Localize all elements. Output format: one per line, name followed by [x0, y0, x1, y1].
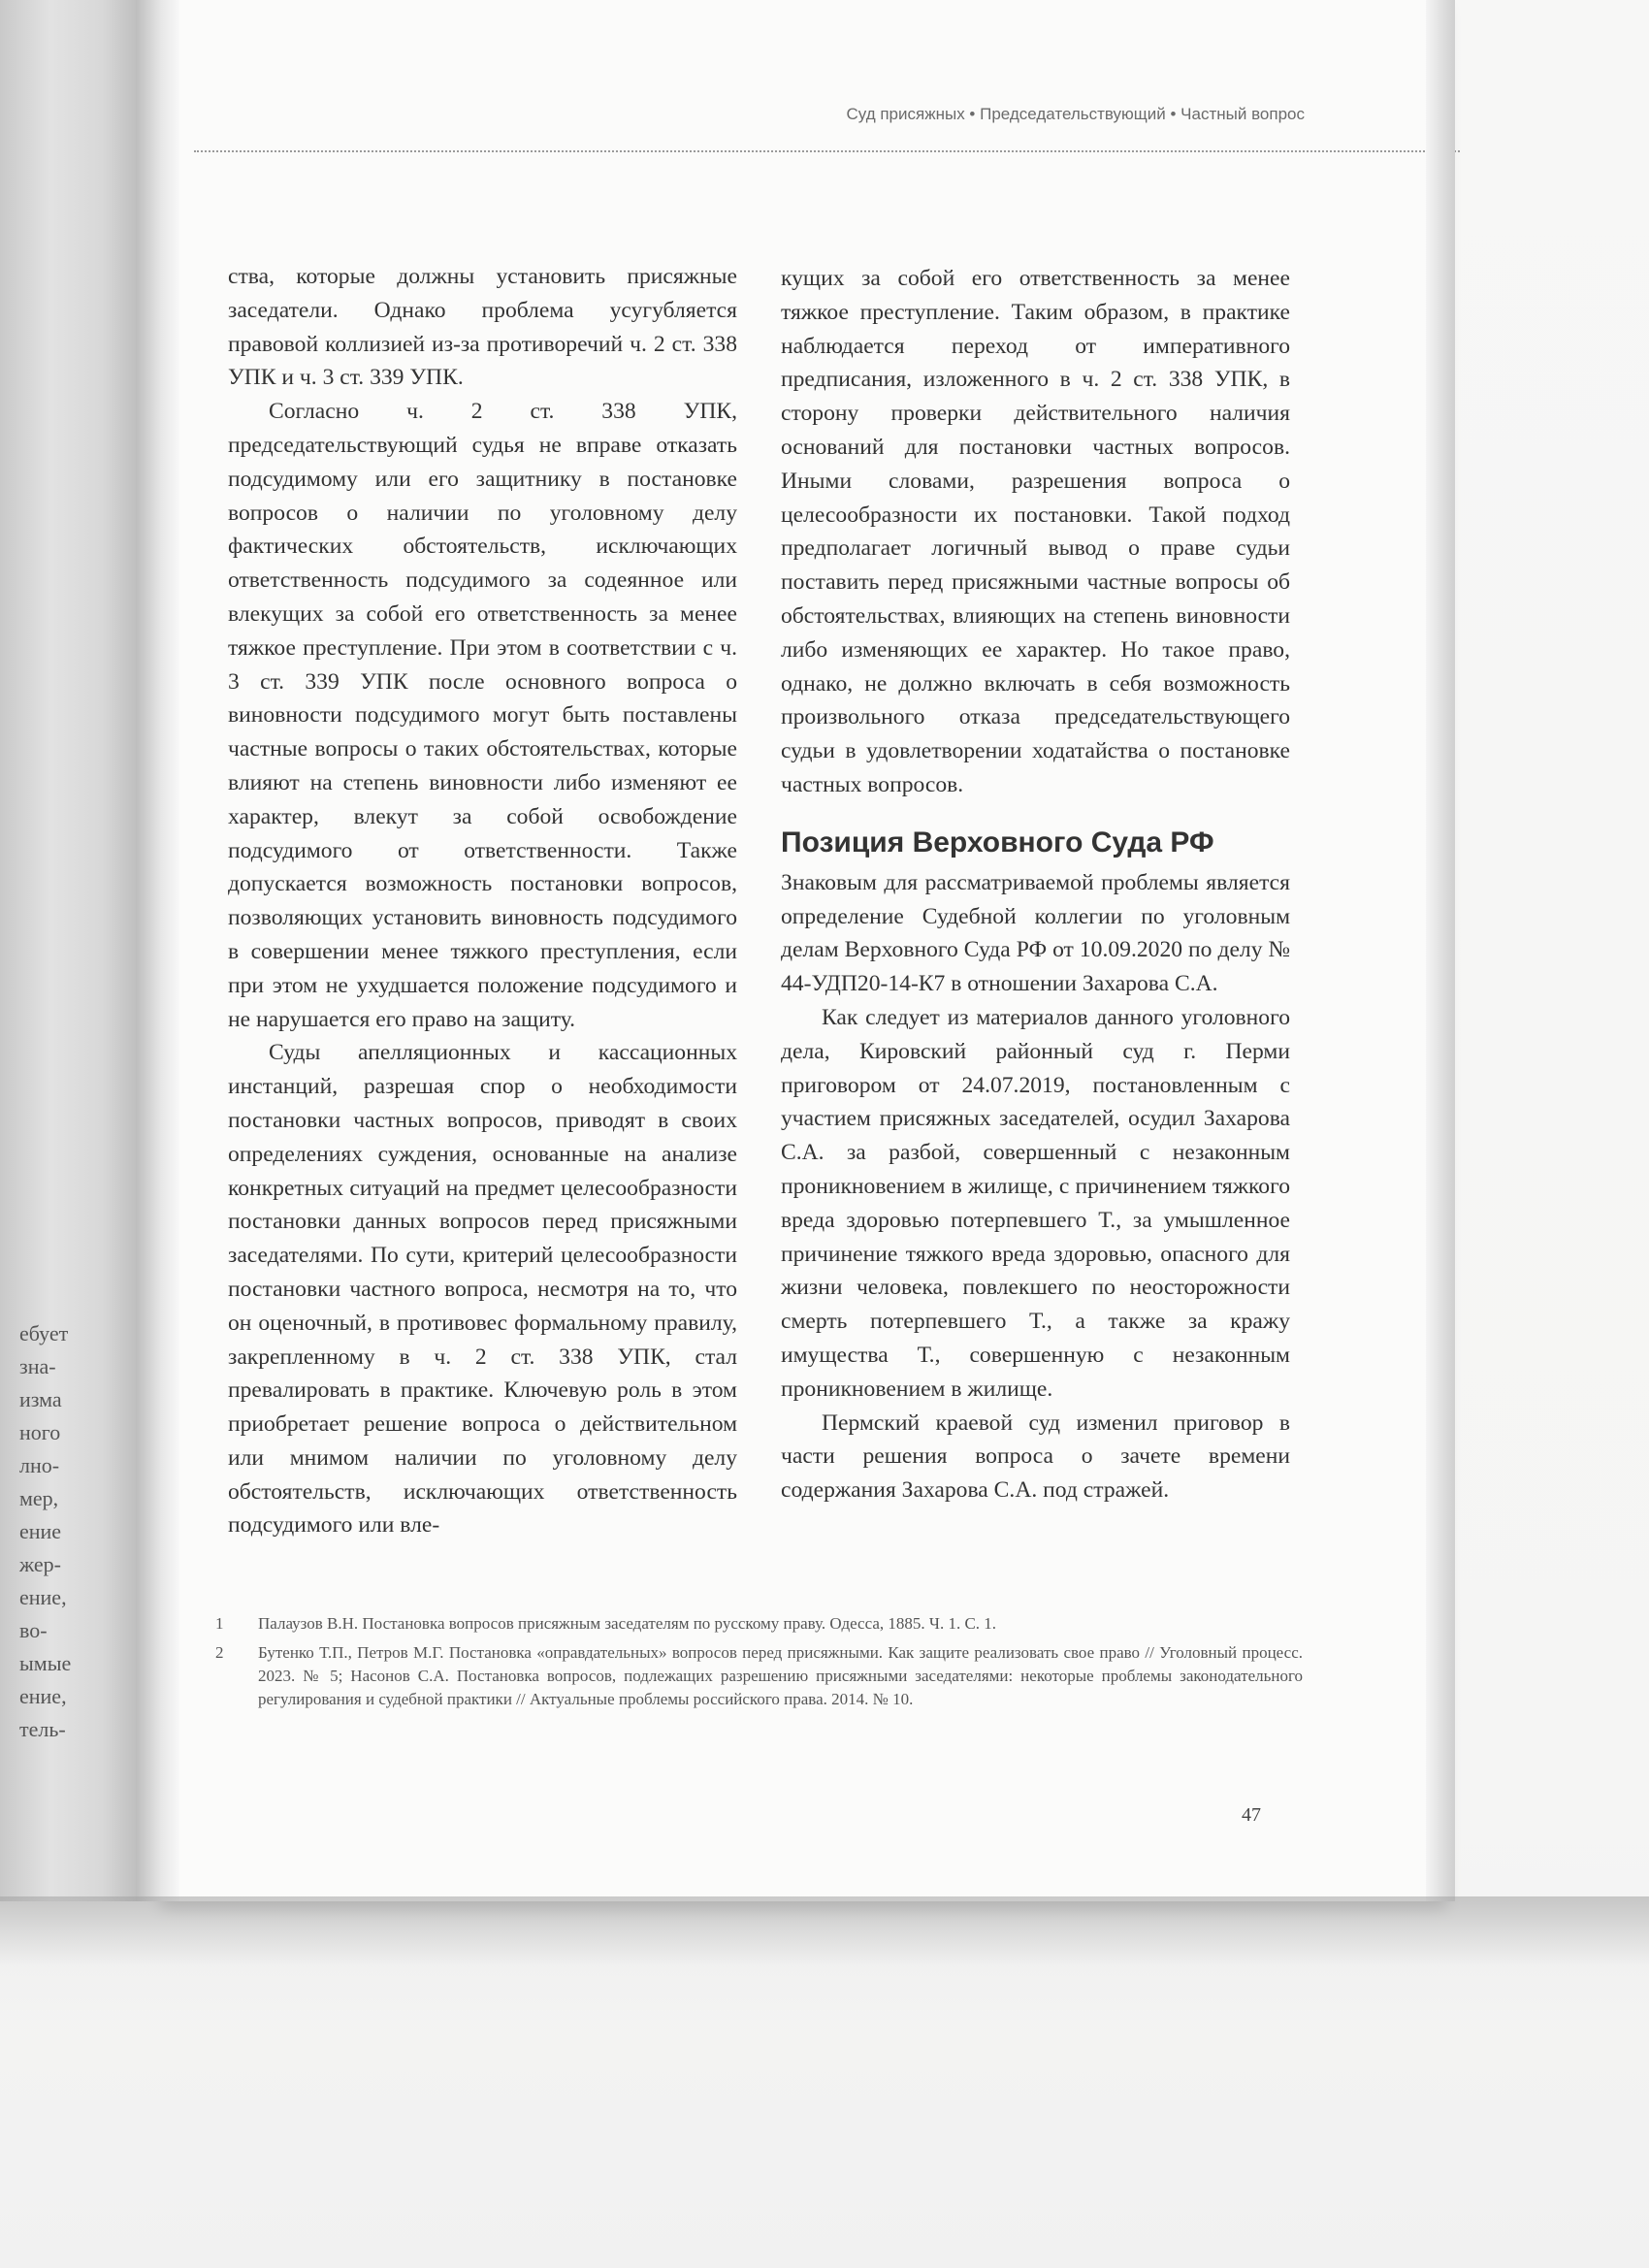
- text-fragment: зна-: [19, 1354, 56, 1378]
- running-header: Суд присяжных • Председательствующий • Частный вопрос: [846, 105, 1305, 123]
- text-fragment: ебует: [19, 1321, 69, 1345]
- book-gutter: [136, 0, 179, 1901]
- previous-page-text-fragments: [19, 1317, 71, 1746]
- page-right-edge: [1426, 0, 1455, 1901]
- footnote-text: Бутенко Т.П., Петров М.Г. Постановка «оправдательных» вопросов перед присяжными. Как защите реализовать свое право // Уголовный процесс. 2023. № 5; Насонов С.А. Постановка вопросов, подлежащих разрешению присяжными заседателями: некоторые проблемы законодательного регулирования и судебной практики // Актуальные проблемы российского права. 2014. № 10.: [258, 1643, 1303, 1708]
- text-fragment: ение: [19, 1519, 62, 1543]
- footnote: [211, 1612, 1303, 1636]
- text-fragment: ение,: [19, 1585, 67, 1609]
- footnote-number: 2: [215, 1643, 224, 1662]
- section-heading: Позиция Верховного Суда РФ: [781, 826, 1214, 859]
- left-text-column: [228, 260, 737, 1542]
- right-column-top: [781, 262, 1290, 802]
- paragraph: Согласно ч. 2 ст. 338 УПК, председательствующий судья не вправе отказать подсудимому или его защитнику в постановке вопросов о наличии по уголовному делу фактических обстоятельств, исключающих ответственность подсудимого за содеянное или влекущих за собой его ответственность за менее тяжкое преступление. При этом в соответствии с ч. 3 ст. 339 УПК после основного вопроса о виновности подсудимого могут быть поставлены частные вопросы о таких обстоятельствах, которые влияют на степень виновности либо изменяют ее характер, влекут за собой освобождение подсудимого от ответственности. Также допускается возможность постановки вопросов, позволяющих установить виновность подсудимого в совершении менее тяжкого преступления, если при этом не ухудшается положение подсудимого и не нарушается его право на защиту.: [228, 399, 737, 1032]
- text-fragment: лно-: [19, 1453, 60, 1477]
- text-fragment: ение,: [19, 1684, 67, 1708]
- paragraph: Как следует из материалов данного уголовного дела, Кировский районный суд г. Перми приговором от 24.07.2019, постановленным с участием присяжных заседателей, осудил Захарова С.А. за разбой, совершенный с незаконным проникновением в жилище, с причинением тяжкого вреда здоровью потерпевшего Т., за умышленное причинение тяжкого вреда здоровью, опасного для жизни человека, повлекшего по неосторожности смерть потерпевшего Т., а также за кражу имущества Т., совершенную с незаконным проникновением в жилище.: [781, 1004, 1290, 1402]
- text-fragment: во-: [19, 1618, 48, 1642]
- footnotes: [211, 1612, 1303, 1717]
- paragraph: Суды апелляционных и кассационных инстанций, разрешая спор о необходимости постановки частных вопросов, приводят в своих определениях суждения, основанные на анализе конкретных ситуаций на предмет целесообразности постановки данных вопросов перед присяжными заседателями. По сути, критерий целесообразности постановки частного вопроса, несмотря на то, что он оценочный, в противовес формальному правилу, закрепленному в ч. 2 ст. 338 УПК, стал превалировать в практике. Ключевую роль в этом приобретает решение вопроса о действительном или мнимом наличии по уголовному делу обстоятельств, исключающих ответственность подсудимого или вле-: [228, 1040, 737, 1539]
- header-dotted-rule: [194, 150, 1460, 152]
- right-text-column: [781, 262, 1290, 1507]
- footnote-text: Палаузов В.Н. Постановка вопросов присяжным заседателям по русскому праву. Одесса, 1885. Ч. 1. С. 1.: [258, 1614, 997, 1633]
- text-fragment: мер,: [19, 1486, 59, 1510]
- right-column-bottom: [781, 866, 1290, 1507]
- paragraph: ства, которые должны установить присяжные заседатели. Однако проблема усугубляется правовой коллизией из-за противоречий ч. 2 ст. 338 УПК и ч. 3 ст. 339 УПК.: [228, 264, 737, 391]
- text-fragment: ного: [19, 1420, 61, 1444]
- text-fragment: ымые: [19, 1651, 72, 1675]
- text-fragment: изма: [19, 1387, 62, 1411]
- text-fragment: тель-: [19, 1717, 66, 1741]
- page-bottom-shadow: [0, 1896, 1649, 2013]
- paragraph: Знаковым для рассматриваемой проблемы является определение Судебной коллегии по уголовным делам Верховного Суда РФ от 10.09.2020 по делу № 44-УДП20-14-К7 в отношении Захарова С.А.: [781, 869, 1290, 997]
- paragraph: кущих за собой его ответственность за менее тяжкое преступление. Таким образом, в практике наблюдается переход от императивного предписания, изложенного в ч. 2 ст. 338 УПК, в сторону проверки действительного наличия оснований для постановки частных вопросов. Иными словами, разрешения вопроса о целесообразности их постановки. Такой подход предполагает логичный вывод о праве судьи поставить перед присяжными частные вопросы об обстоятельствах, влияющих на степень виновности либо изменяющих ее характер. Но такое право, однако, не должно включать в себя возможность произвольного отказа председательствующего судьи в удовлетворении ходатайства о постановке частных вопросов.: [781, 266, 1290, 797]
- footnote: [211, 1641, 1303, 1711]
- paragraph: Пермский краевой суд изменил приговор в части решения вопроса о зачете времени содержания Захарова С.А. под стражей.: [781, 1409, 1290, 1504]
- text-fragment: жер-: [19, 1552, 62, 1576]
- page-number: 47: [1242, 1804, 1261, 1826]
- footnote-number: 1: [215, 1614, 224, 1633]
